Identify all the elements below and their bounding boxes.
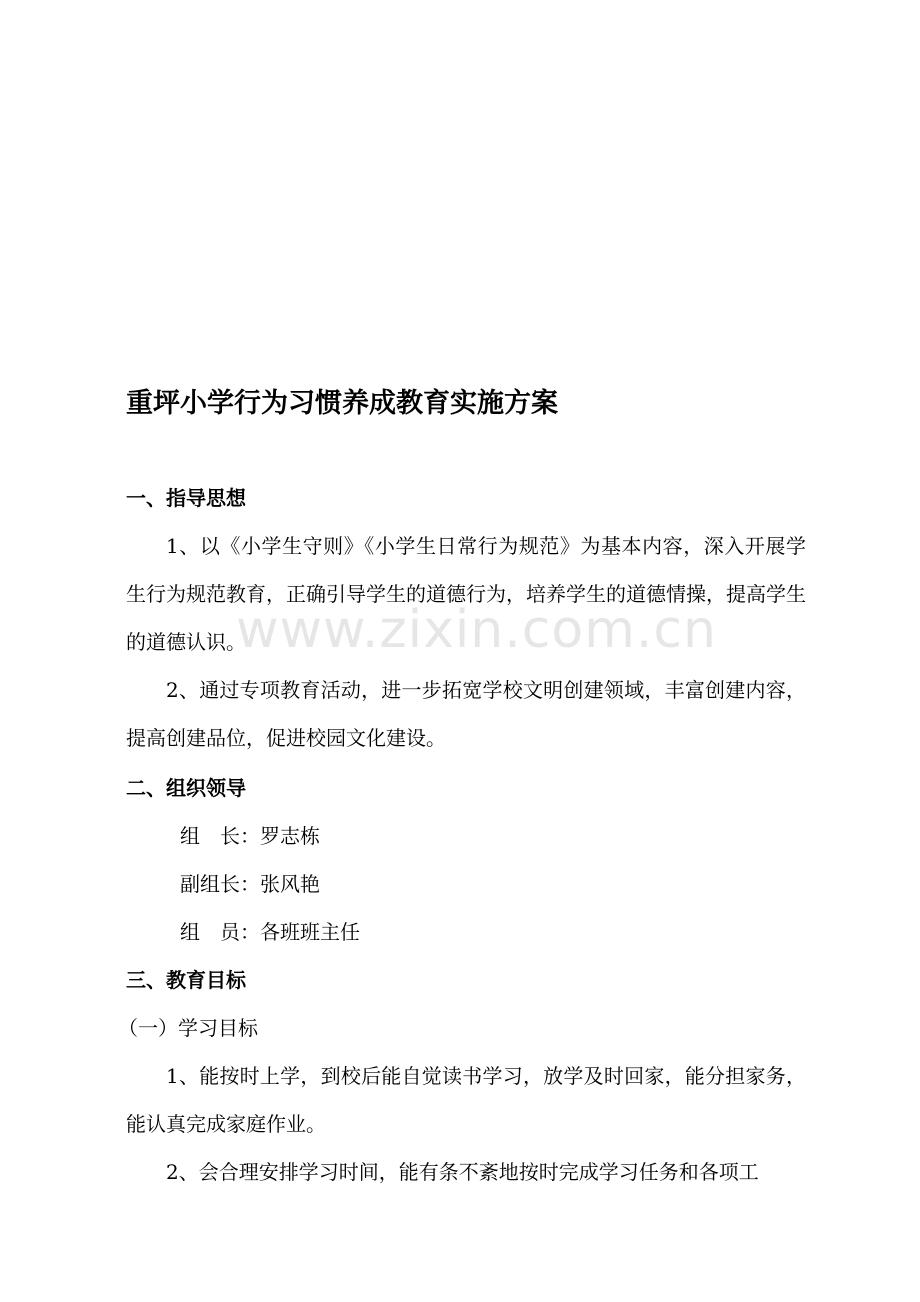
- section-heading-guiding-ideology: 一、指导思想: [126, 486, 246, 510]
- document-title: 重坪小学行为习惯养成教育实施方案: [126, 388, 558, 419]
- paragraph-goal-2: 2、会合理安排学习时间，能有条不紊地按时完成学习任务和各项工: [166, 1160, 759, 1184]
- watermark-text: www.zixin.com.cn: [236, 600, 717, 660]
- member-deputy-leader: 副组长：张风艳: [180, 872, 320, 896]
- paragraph-goal-1: 1、能按时上学，到校后能自觉读书学习，放学及时回家，能分担家务，能认真完成家庭作业。: [126, 1064, 806, 1136]
- subheading-learning-goals: （一）学习目标: [118, 1016, 258, 1040]
- member-leader: 组 长：罗志栋: [180, 824, 320, 848]
- section-heading-organization: 二、组织领导: [126, 776, 246, 800]
- section-heading-education-goals: 三、教育目标: [126, 968, 246, 992]
- paragraph-ideology-2: 2、通过专项教育活动，进一步拓宽学校文明创建领域，丰富创建内容，提高创建品位，促进校园文化建设。: [126, 678, 806, 750]
- paragraph-ideology-1: 1、以《小学生守则》《小学生日常行为规范》为基本内容，深入开展学生行为规范教育，正确引导学生的道德行为，培养学生的道德情操，提高学生的道德认识。: [126, 534, 806, 654]
- member-members: 组 员：各班班主任: [180, 920, 360, 944]
